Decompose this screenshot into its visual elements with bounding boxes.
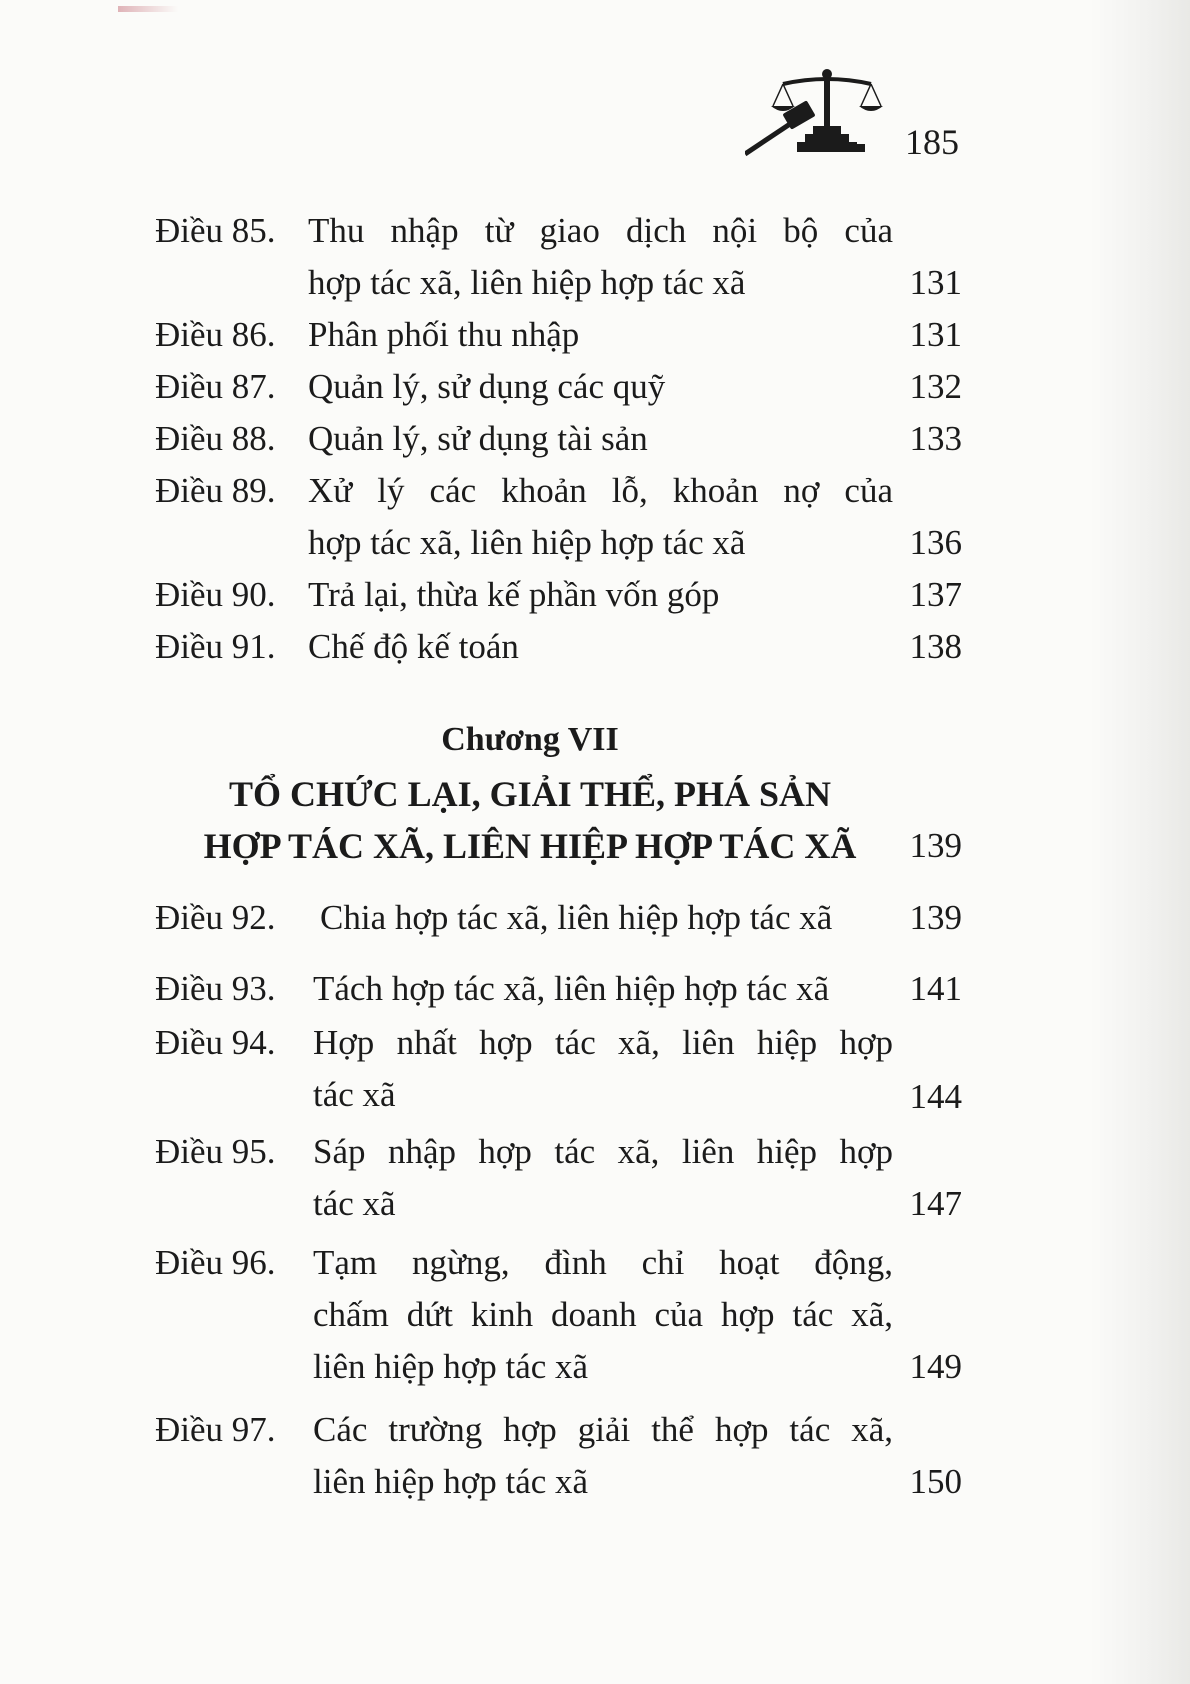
entry-page: 131 [909,263,962,302]
entry-title-line: Phân phối thu nhập [308,315,580,354]
entry-title [313,1404,893,1508]
entry-title-line: tác xã [313,1075,396,1114]
entry-page: 144 [909,1077,962,1116]
entry-title-line: liên hiệp hợp tác xã [313,1347,589,1386]
entry-label: Điều 87. [155,367,276,406]
entry-title-line: Xử lý các khoản lỗ, khoản nợ của [308,471,893,510]
entry-title [308,413,893,465]
entry-page: 138 [909,627,962,666]
entry-title-line: Trả lại, thừa kế phần vốn góp [308,575,720,614]
entry-page: 147 [909,1184,962,1223]
entry-title-line: chấm dứt kinh doanh của hợp tác xã, [313,1295,893,1334]
entry-title-line: Quản lý, sử dụng các quỹ [308,367,666,406]
entry-title-line: hợp tác xã, liên hiệp hợp tác xã [308,263,746,302]
scales-of-justice-icon [745,62,895,162]
entry-title [308,309,893,361]
entry-page: 139 [909,898,962,937]
entry-title-line: tác xã [313,1184,396,1223]
entry-label: Điều 89. [155,471,276,510]
entry-title [308,465,893,569]
entry-title-line: Sáp nhập hợp tác xã, liên hiệp hợp [313,1132,893,1171]
entry-page: 149 [909,1347,962,1386]
entry-title [308,621,893,673]
entry-label: Điều 97. [155,1410,276,1449]
entry-label: Điều 95. [155,1132,276,1171]
entry-page: 150 [909,1462,962,1501]
entry-page: 132 [909,367,962,406]
entry-title [313,1017,893,1121]
entry-label: Điều 90. [155,575,276,614]
chapter-label: Chương VII [441,721,619,758]
entry-title-line: hợp tác xã, liên hiệp hợp tác xã [308,523,746,562]
page-header [745,62,965,172]
entry-title-line: Tách hợp tác xã, liên hiệp hợp tác xã [313,969,830,1008]
entry-title [308,205,893,309]
entry-title-line: Chia hợp tác xã, liên hiệp hợp tác xã [320,898,833,937]
entry-page: 133 [909,419,962,458]
entry-label: Điều 92. [155,898,276,937]
entry-label: Điều 85. [155,211,276,250]
entry-title-line: Các trường hợp giải thể hợp tác xã, [313,1410,893,1449]
entry-title [313,1237,893,1393]
entry-label: Điều 91. [155,627,276,666]
entry-title-line: Chế độ kế toán [308,627,519,666]
entry-page: 137 [909,575,962,614]
entry-title [308,361,893,413]
entry-label: Điều 96. [155,1243,276,1282]
entry-label: Điều 93. [155,969,276,1008]
entry-title-line: Tạm ngừng, đình chỉ hoạt động, [313,1243,893,1282]
chapter-title-line: TỔ CHỨC LẠI, GIẢI THỂ, PHÁ SẢN [228,774,832,814]
entry-title-line: liên hiệp hợp tác xã [313,1462,589,1501]
entry-title-line: Hợp nhất hợp tác xã, liên hiệp hợp [313,1023,893,1062]
page-corner-mark [118,6,178,12]
entry-page: 141 [909,969,962,1008]
entry-label: Điều 94. [155,1023,276,1062]
chapter-page: 139 [909,826,962,865]
entry-page: 136 [909,523,962,562]
entry-title [313,1126,893,1230]
entry-label: Điều 88. [155,419,276,458]
chapter-title-line: HỢP TÁC XÃ, LIÊN HIỆP HỢP TÁC XÃ [203,826,857,866]
entry-label: Điều 86. [155,315,276,354]
page-number: 185 [905,122,959,162]
entry-title-line: Quản lý, sử dụng tài sản [308,419,648,458]
entry-title-line: Thu nhập từ giao dịch nội bộ của [308,211,893,250]
entry-title [313,963,898,1015]
entry-title [308,569,893,621]
entry-page: 131 [909,315,962,354]
entry-title [320,892,905,944]
